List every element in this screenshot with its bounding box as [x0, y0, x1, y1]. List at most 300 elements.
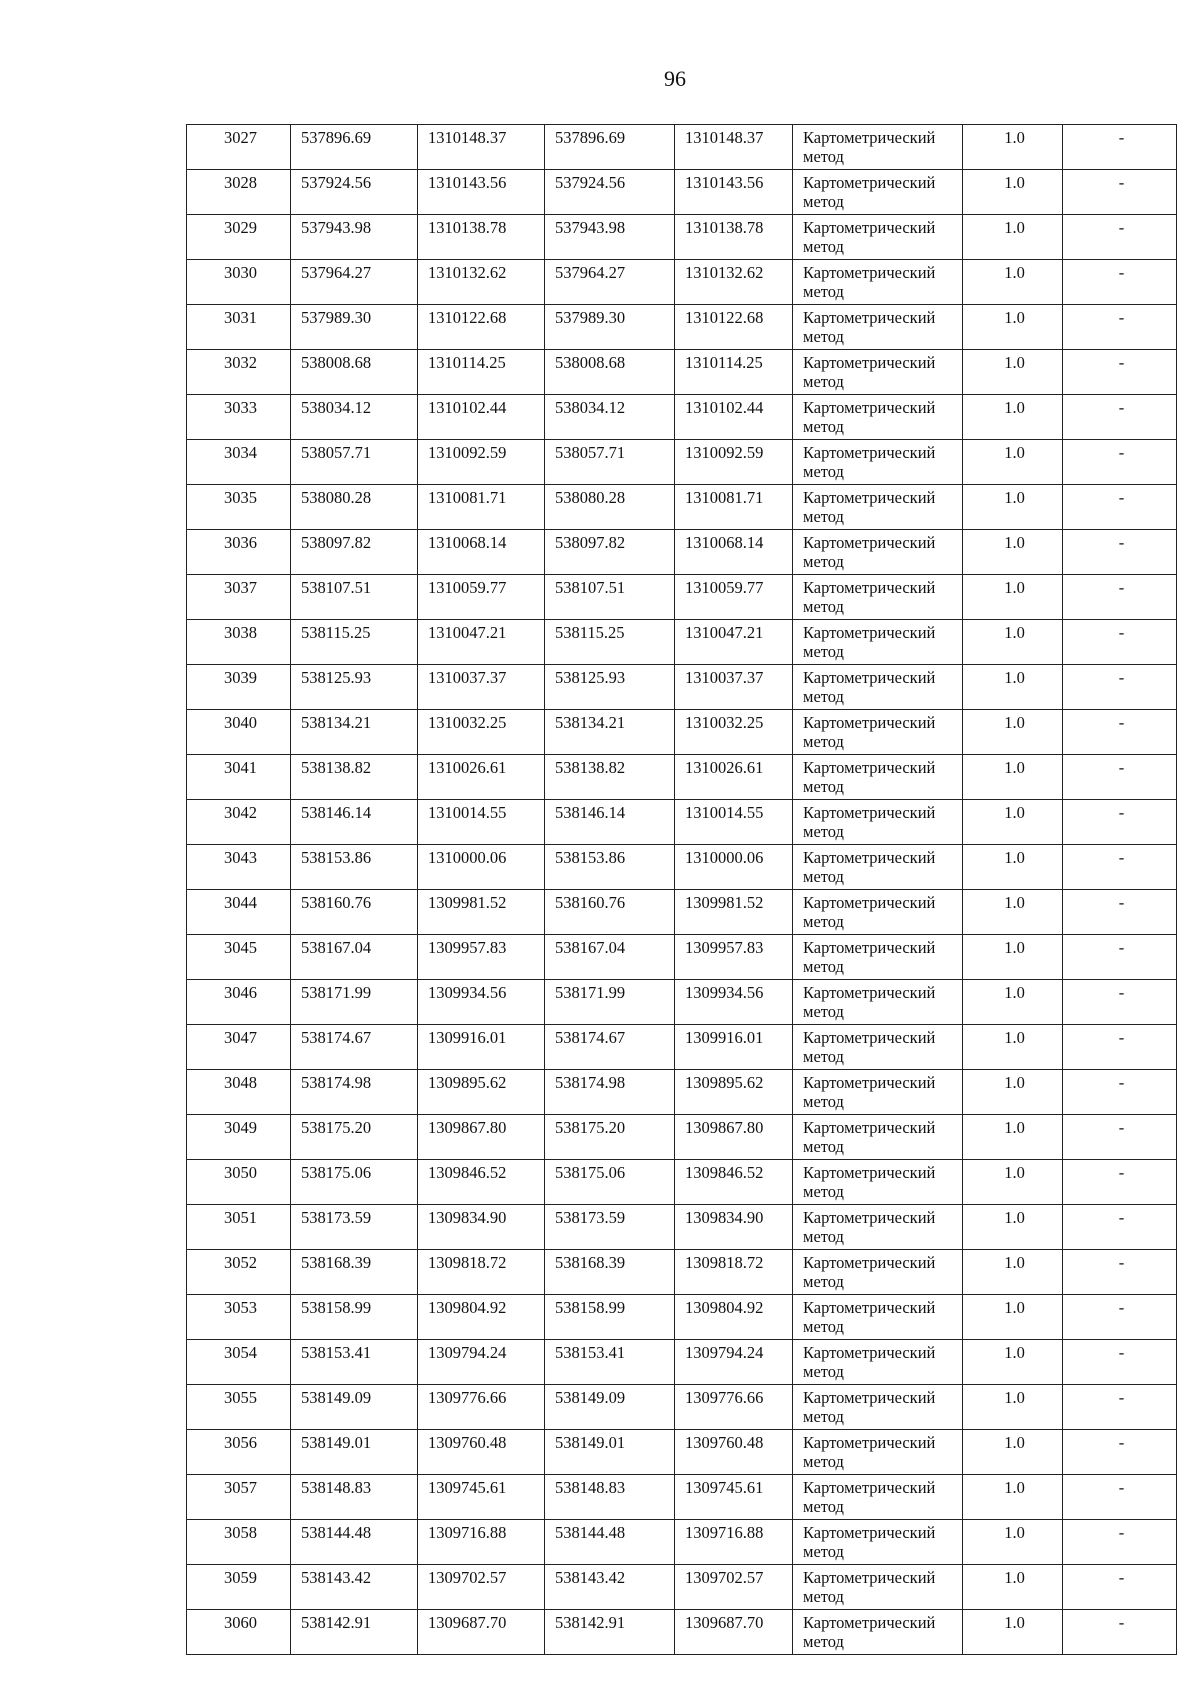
- x-coordinate-repeat-cell: 538115.25: [545, 620, 675, 665]
- table-row: [187, 890, 1177, 935]
- y-coordinate-cell: 1309716.88: [418, 1520, 545, 1565]
- description-cell: -: [1063, 575, 1177, 620]
- table-row: [187, 1070, 1177, 1115]
- x-coordinate-cell: 538080.28: [291, 485, 418, 530]
- y-coordinate-cell: 1309745.61: [418, 1475, 545, 1520]
- y-coordinate-repeat-cell: 1310059.77: [675, 575, 793, 620]
- method-line-2: метод: [803, 822, 844, 841]
- method-cell: [793, 350, 963, 395]
- x-coordinate-repeat-cell: 538144.48: [545, 1520, 675, 1565]
- accuracy-cell: 1.0: [963, 1610, 1063, 1655]
- y-coordinate-cell: 1310032.25: [418, 710, 545, 755]
- x-coordinate-cell: 538115.25: [291, 620, 418, 665]
- x-coordinate-repeat-cell: 538142.91: [545, 1610, 675, 1655]
- table-row: [187, 1565, 1177, 1610]
- y-coordinate-cell: 1309760.48: [418, 1430, 545, 1475]
- method-line-1: Картометрический: [803, 533, 936, 552]
- y-coordinate-cell: 1310138.78: [418, 215, 545, 260]
- description-cell: -: [1063, 395, 1177, 440]
- method-line-1: Картометрический: [803, 398, 936, 417]
- method-cell: [793, 980, 963, 1025]
- table-row: [187, 845, 1177, 890]
- accuracy-cell: 1.0: [963, 845, 1063, 890]
- x-coordinate-repeat-cell: 538149.01: [545, 1430, 675, 1475]
- x-coordinate-cell: 538153.86: [291, 845, 418, 890]
- method-line-1: Картометрический: [803, 173, 936, 192]
- method-line-1: Картометрический: [803, 1073, 936, 1092]
- method-line-2: метод: [803, 462, 844, 481]
- y-coordinate-cell: 1309702.57: [418, 1565, 545, 1610]
- accuracy-cell: 1.0: [963, 1205, 1063, 1250]
- y-coordinate-repeat-cell: 1310092.59: [675, 440, 793, 485]
- method-cell: [793, 170, 963, 215]
- x-coordinate-repeat-cell: 537964.27: [545, 260, 675, 305]
- y-coordinate-repeat-cell: 1309702.57: [675, 1565, 793, 1610]
- method-line-2: метод: [803, 1092, 844, 1111]
- method-line-2: метод: [803, 1227, 844, 1246]
- point-number-cell: 3059: [187, 1565, 291, 1610]
- method-line-2: метод: [803, 1407, 844, 1426]
- y-coordinate-repeat-cell: 1309846.52: [675, 1160, 793, 1205]
- point-number-cell: 3048: [187, 1070, 291, 1115]
- method-cell: [793, 1565, 963, 1610]
- y-coordinate-repeat-cell: 1310014.55: [675, 800, 793, 845]
- x-coordinate-cell: 537943.98: [291, 215, 418, 260]
- y-coordinate-repeat-cell: 1310047.21: [675, 620, 793, 665]
- x-coordinate-repeat-cell: 538138.82: [545, 755, 675, 800]
- method-line-1: Картометрический: [803, 1343, 936, 1362]
- x-coordinate-cell: 538174.67: [291, 1025, 418, 1070]
- coordinates-table: [186, 124, 1177, 1655]
- table-row: [187, 1160, 1177, 1205]
- y-coordinate-repeat-cell: 1309934.56: [675, 980, 793, 1025]
- table-row: [187, 530, 1177, 575]
- y-coordinate-repeat-cell: 1309745.61: [675, 1475, 793, 1520]
- y-coordinate-cell: 1310068.14: [418, 530, 545, 575]
- y-coordinate-repeat-cell: 1309867.80: [675, 1115, 793, 1160]
- point-number-cell: 3040: [187, 710, 291, 755]
- method-line-2: метод: [803, 1497, 844, 1516]
- y-coordinate-repeat-cell: 1309895.62: [675, 1070, 793, 1115]
- method-line-1: Картометрический: [803, 1478, 936, 1497]
- accuracy-cell: 1.0: [963, 1160, 1063, 1205]
- method-line-2: метод: [803, 912, 844, 931]
- accuracy-cell: 1.0: [963, 215, 1063, 260]
- y-coordinate-repeat-cell: 1309794.24: [675, 1340, 793, 1385]
- x-coordinate-cell: 538175.06: [291, 1160, 418, 1205]
- accuracy-cell: 1.0: [963, 1430, 1063, 1475]
- method-line-2: метод: [803, 1182, 844, 1201]
- table-row: [187, 710, 1177, 755]
- x-coordinate-repeat-cell: 538057.71: [545, 440, 675, 485]
- x-coordinate-cell: 538008.68: [291, 350, 418, 395]
- point-number-cell: 3031: [187, 305, 291, 350]
- description-cell: -: [1063, 1475, 1177, 1520]
- description-cell: -: [1063, 1430, 1177, 1475]
- method-cell: [793, 1340, 963, 1385]
- y-coordinate-cell: 1310122.68: [418, 305, 545, 350]
- y-coordinate-cell: 1309895.62: [418, 1070, 545, 1115]
- y-coordinate-cell: 1310014.55: [418, 800, 545, 845]
- accuracy-cell: 1.0: [963, 1340, 1063, 1385]
- accuracy-cell: 1.0: [963, 890, 1063, 935]
- x-coordinate-cell: 538134.21: [291, 710, 418, 755]
- accuracy-cell: 1.0: [963, 1475, 1063, 1520]
- description-cell: -: [1063, 350, 1177, 395]
- point-number-cell: 3046: [187, 980, 291, 1025]
- x-coordinate-repeat-cell: 538034.12: [545, 395, 675, 440]
- x-coordinate-repeat-cell: 538125.93: [545, 665, 675, 710]
- method-line-1: Картометрический: [803, 1118, 936, 1137]
- method-cell: [793, 1610, 963, 1655]
- x-coordinate-repeat-cell: 538134.21: [545, 710, 675, 755]
- x-coordinate-cell: 538160.76: [291, 890, 418, 935]
- method-line-2: метод: [803, 327, 844, 346]
- accuracy-cell: 1.0: [963, 935, 1063, 980]
- accuracy-cell: 1.0: [963, 260, 1063, 305]
- accuracy-cell: 1.0: [963, 1520, 1063, 1565]
- accuracy-cell: 1.0: [963, 1385, 1063, 1430]
- description-cell: -: [1063, 1295, 1177, 1340]
- accuracy-cell: 1.0: [963, 620, 1063, 665]
- accuracy-cell: 1.0: [963, 710, 1063, 755]
- method-cell: [793, 260, 963, 305]
- point-number-cell: 3055: [187, 1385, 291, 1430]
- x-coordinate-repeat-cell: 538160.76: [545, 890, 675, 935]
- method-line-1: Картометрический: [803, 623, 936, 642]
- method-line-2: метод: [803, 1587, 844, 1606]
- x-coordinate-repeat-cell: 538008.68: [545, 350, 675, 395]
- method-line-1: Картометрический: [803, 668, 936, 687]
- method-line-1: Картометрический: [803, 938, 936, 957]
- y-coordinate-repeat-cell: 1309776.66: [675, 1385, 793, 1430]
- x-coordinate-cell: 538174.98: [291, 1070, 418, 1115]
- method-line-1: Картометрический: [803, 263, 936, 282]
- method-line-1: Картометрический: [803, 1568, 936, 1587]
- description-cell: -: [1063, 980, 1177, 1025]
- table-row: [187, 305, 1177, 350]
- x-coordinate-repeat-cell: 538153.41: [545, 1340, 675, 1385]
- x-coordinate-repeat-cell: 538167.04: [545, 935, 675, 980]
- x-coordinate-cell: 538144.48: [291, 1520, 418, 1565]
- table-row: [187, 395, 1177, 440]
- y-coordinate-repeat-cell: 1309804.92: [675, 1295, 793, 1340]
- method-cell: [793, 530, 963, 575]
- description-cell: -: [1063, 485, 1177, 530]
- point-number-cell: 3035: [187, 485, 291, 530]
- x-coordinate-repeat-cell: 538080.28: [545, 485, 675, 530]
- point-number-cell: 3047: [187, 1025, 291, 1070]
- description-cell: -: [1063, 125, 1177, 170]
- x-coordinate-cell: 538153.41: [291, 1340, 418, 1385]
- accuracy-cell: 1.0: [963, 350, 1063, 395]
- x-coordinate-repeat-cell: 537924.56: [545, 170, 675, 215]
- table-row: [187, 1115, 1177, 1160]
- method-line-2: метод: [803, 147, 844, 166]
- description-cell: -: [1063, 1385, 1177, 1430]
- point-number-cell: 3051: [187, 1205, 291, 1250]
- y-coordinate-cell: 1309794.24: [418, 1340, 545, 1385]
- accuracy-cell: 1.0: [963, 755, 1063, 800]
- method-line-1: Картометрический: [803, 1613, 936, 1632]
- description-cell: -: [1063, 215, 1177, 260]
- method-line-1: Картометрический: [803, 758, 936, 777]
- table-row: [187, 1475, 1177, 1520]
- description-cell: -: [1063, 1340, 1177, 1385]
- y-coordinate-cell: 1310059.77: [418, 575, 545, 620]
- method-line-2: метод: [803, 732, 844, 751]
- y-coordinate-repeat-cell: 1309834.90: [675, 1205, 793, 1250]
- description-cell: -: [1063, 620, 1177, 665]
- table-row: [187, 260, 1177, 305]
- table-row: [187, 980, 1177, 1025]
- table-row: [187, 800, 1177, 845]
- method-line-1: Картометрический: [803, 1163, 936, 1182]
- x-coordinate-cell: 538138.82: [291, 755, 418, 800]
- method-cell: [793, 1475, 963, 1520]
- y-coordinate-repeat-cell: 1309687.70: [675, 1610, 793, 1655]
- y-coordinate-repeat-cell: 1310122.68: [675, 305, 793, 350]
- y-coordinate-repeat-cell: 1309760.48: [675, 1430, 793, 1475]
- method-cell: [793, 1070, 963, 1115]
- point-number-cell: 3050: [187, 1160, 291, 1205]
- x-coordinate-repeat-cell: 537943.98: [545, 215, 675, 260]
- accuracy-cell: 1.0: [963, 125, 1063, 170]
- point-number-cell: 3042: [187, 800, 291, 845]
- method-cell: [793, 1025, 963, 1070]
- method-cell: [793, 1115, 963, 1160]
- x-coordinate-cell: 538143.42: [291, 1565, 418, 1610]
- description-cell: -: [1063, 1565, 1177, 1610]
- method-line-1: Картометрический: [803, 308, 936, 327]
- x-coordinate-repeat-cell: 538173.59: [545, 1205, 675, 1250]
- x-coordinate-cell: 538057.71: [291, 440, 418, 485]
- y-coordinate-cell: 1309818.72: [418, 1250, 545, 1295]
- x-coordinate-cell: 537924.56: [291, 170, 418, 215]
- method-line-2: метод: [803, 552, 844, 571]
- accuracy-cell: 1.0: [963, 530, 1063, 575]
- method-cell: [793, 1160, 963, 1205]
- x-coordinate-cell: 538148.83: [291, 1475, 418, 1520]
- x-coordinate-cell: 538149.09: [291, 1385, 418, 1430]
- table-row: [187, 1430, 1177, 1475]
- method-line-1: Картометрический: [803, 713, 936, 732]
- method-line-1: Картометрический: [803, 983, 936, 1002]
- x-coordinate-cell: 538171.99: [291, 980, 418, 1025]
- method-cell: [793, 935, 963, 980]
- table-row: [187, 1520, 1177, 1565]
- point-number-cell: 3052: [187, 1250, 291, 1295]
- method-line-1: Картометрический: [803, 578, 936, 597]
- method-line-1: Картометрический: [803, 488, 936, 507]
- table-row: [187, 935, 1177, 980]
- table-row: [187, 620, 1177, 665]
- y-coordinate-cell: 1310102.44: [418, 395, 545, 440]
- description-cell: -: [1063, 440, 1177, 485]
- y-coordinate-cell: 1310081.71: [418, 485, 545, 530]
- method-line-2: метод: [803, 1047, 844, 1066]
- y-coordinate-repeat-cell: 1309716.88: [675, 1520, 793, 1565]
- description-cell: -: [1063, 170, 1177, 215]
- accuracy-cell: 1.0: [963, 1295, 1063, 1340]
- description-cell: -: [1063, 530, 1177, 575]
- description-cell: -: [1063, 1070, 1177, 1115]
- method-line-2: метод: [803, 417, 844, 436]
- x-coordinate-repeat-cell: 537896.69: [545, 125, 675, 170]
- table-row: [187, 1250, 1177, 1295]
- method-cell: [793, 710, 963, 755]
- point-number-cell: 3027: [187, 125, 291, 170]
- accuracy-cell: 1.0: [963, 440, 1063, 485]
- accuracy-cell: 1.0: [963, 1025, 1063, 1070]
- method-cell: [793, 305, 963, 350]
- accuracy-cell: 1.0: [963, 395, 1063, 440]
- x-coordinate-repeat-cell: 538174.98: [545, 1070, 675, 1115]
- x-coordinate-repeat-cell: 537989.30: [545, 305, 675, 350]
- y-coordinate-cell: 1309981.52: [418, 890, 545, 935]
- y-coordinate-repeat-cell: 1310081.71: [675, 485, 793, 530]
- description-cell: -: [1063, 800, 1177, 845]
- method-line-1: Картометрический: [803, 848, 936, 867]
- point-number-cell: 3049: [187, 1115, 291, 1160]
- y-coordinate-cell: 1309867.80: [418, 1115, 545, 1160]
- y-coordinate-cell: 1309804.92: [418, 1295, 545, 1340]
- y-coordinate-repeat-cell: 1310143.56: [675, 170, 793, 215]
- method-line-1: Картометрический: [803, 1208, 936, 1227]
- accuracy-cell: 1.0: [963, 665, 1063, 710]
- point-number-cell: 3057: [187, 1475, 291, 1520]
- y-coordinate-repeat-cell: 1310000.06: [675, 845, 793, 890]
- y-coordinate-cell: 1309916.01: [418, 1025, 545, 1070]
- x-coordinate-repeat-cell: 538171.99: [545, 980, 675, 1025]
- x-coordinate-cell: 538173.59: [291, 1205, 418, 1250]
- description-cell: -: [1063, 1160, 1177, 1205]
- x-coordinate-repeat-cell: 538153.86: [545, 845, 675, 890]
- method-line-1: Картометрический: [803, 1523, 936, 1542]
- point-number-cell: 3053: [187, 1295, 291, 1340]
- point-number-cell: 3045: [187, 935, 291, 980]
- y-coordinate-repeat-cell: 1309818.72: [675, 1250, 793, 1295]
- x-coordinate-cell: 538097.82: [291, 530, 418, 575]
- y-coordinate-cell: 1310026.61: [418, 755, 545, 800]
- table-row: [187, 1205, 1177, 1250]
- x-coordinate-repeat-cell: 538168.39: [545, 1250, 675, 1295]
- point-number-cell: 3058: [187, 1520, 291, 1565]
- method-line-2: метод: [803, 372, 844, 391]
- accuracy-cell: 1.0: [963, 1565, 1063, 1610]
- x-coordinate-cell: 538168.39: [291, 1250, 418, 1295]
- y-coordinate-repeat-cell: 1310102.44: [675, 395, 793, 440]
- y-coordinate-repeat-cell: 1310068.14: [675, 530, 793, 575]
- accuracy-cell: 1.0: [963, 575, 1063, 620]
- y-coordinate-repeat-cell: 1310026.61: [675, 755, 793, 800]
- description-cell: -: [1063, 1520, 1177, 1565]
- table-row: [187, 1295, 1177, 1340]
- x-coordinate-cell: 538175.20: [291, 1115, 418, 1160]
- x-coordinate-repeat-cell: 538149.09: [545, 1385, 675, 1430]
- method-cell: [793, 665, 963, 710]
- method-line-1: Картометрический: [803, 1388, 936, 1407]
- accuracy-cell: 1.0: [963, 305, 1063, 350]
- y-coordinate-repeat-cell: 1310032.25: [675, 710, 793, 755]
- method-cell: [793, 1295, 963, 1340]
- x-coordinate-cell: 537896.69: [291, 125, 418, 170]
- method-line-1: Картометрический: [803, 803, 936, 822]
- y-coordinate-cell: 1310047.21: [418, 620, 545, 665]
- method-cell: [793, 800, 963, 845]
- method-cell: [793, 1385, 963, 1430]
- y-coordinate-cell: 1310092.59: [418, 440, 545, 485]
- x-coordinate-repeat-cell: 538143.42: [545, 1565, 675, 1610]
- description-cell: -: [1063, 665, 1177, 710]
- y-coordinate-repeat-cell: 1310037.37: [675, 665, 793, 710]
- table-row: [187, 215, 1177, 260]
- y-coordinate-repeat-cell: 1309916.01: [675, 1025, 793, 1070]
- method-cell: [793, 125, 963, 170]
- method-line-1: Картометрический: [803, 893, 936, 912]
- y-coordinate-repeat-cell: 1310148.37: [675, 125, 793, 170]
- table-row: [187, 1340, 1177, 1385]
- table-row: [187, 1385, 1177, 1430]
- method-cell: [793, 215, 963, 260]
- y-coordinate-cell: 1309687.70: [418, 1610, 545, 1655]
- accuracy-cell: 1.0: [963, 1070, 1063, 1115]
- point-number-cell: 3030: [187, 260, 291, 305]
- y-coordinate-repeat-cell: 1309981.52: [675, 890, 793, 935]
- table-row: [187, 575, 1177, 620]
- x-coordinate-repeat-cell: 538107.51: [545, 575, 675, 620]
- method-cell: [793, 1250, 963, 1295]
- description-cell: -: [1063, 935, 1177, 980]
- method-line-2: метод: [803, 192, 844, 211]
- x-coordinate-cell: 538034.12: [291, 395, 418, 440]
- method-line-2: метод: [803, 237, 844, 256]
- accuracy-cell: 1.0: [963, 1250, 1063, 1295]
- y-coordinate-cell: 1310143.56: [418, 170, 545, 215]
- table-body: [187, 125, 1177, 1655]
- method-cell: [793, 1520, 963, 1565]
- x-coordinate-cell: 538125.93: [291, 665, 418, 710]
- method-line-2: метод: [803, 687, 844, 706]
- table-row: [187, 755, 1177, 800]
- point-number-cell: 3038: [187, 620, 291, 665]
- point-number-cell: 3056: [187, 1430, 291, 1475]
- table-row: [187, 170, 1177, 215]
- description-cell: -: [1063, 1250, 1177, 1295]
- x-coordinate-repeat-cell: 538148.83: [545, 1475, 675, 1520]
- method-cell: [793, 755, 963, 800]
- table-row: [187, 350, 1177, 395]
- point-number-cell: 3036: [187, 530, 291, 575]
- point-number-cell: 3033: [187, 395, 291, 440]
- table-row: [187, 665, 1177, 710]
- y-coordinate-cell: 1309934.56: [418, 980, 545, 1025]
- method-line-2: метод: [803, 1317, 844, 1336]
- point-number-cell: 3039: [187, 665, 291, 710]
- description-cell: -: [1063, 305, 1177, 350]
- x-coordinate-cell: 538149.01: [291, 1430, 418, 1475]
- x-coordinate-repeat-cell: 538174.67: [545, 1025, 675, 1070]
- y-coordinate-repeat-cell: 1310138.78: [675, 215, 793, 260]
- method-line-2: метод: [803, 1632, 844, 1651]
- table-row: [187, 1025, 1177, 1070]
- method-cell: [793, 395, 963, 440]
- method-line-1: Картометрический: [803, 443, 936, 462]
- x-coordinate-repeat-cell: 538175.06: [545, 1160, 675, 1205]
- method-line-2: метод: [803, 1272, 844, 1291]
- method-line-1: Картометрический: [803, 353, 936, 372]
- point-number-cell: 3037: [187, 575, 291, 620]
